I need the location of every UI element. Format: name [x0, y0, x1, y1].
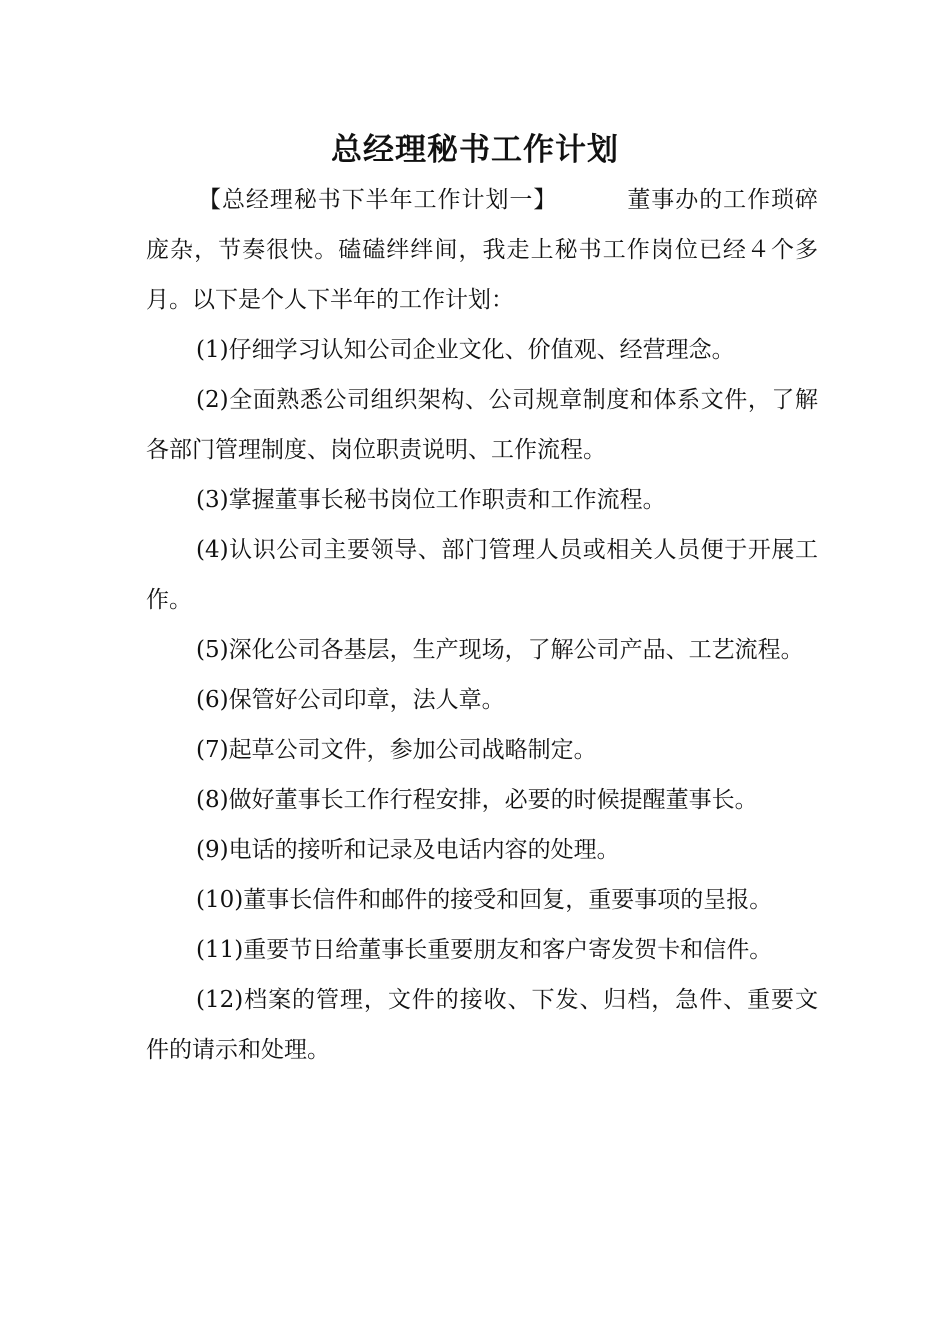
plan-item-6: (6)保管好公司印章，法人章。 — [196, 687, 505, 713]
section-heading: 【总经理秘书下半年工作计划一】 — [198, 187, 558, 213]
plan-item-10: (10)董事长信件和邮件的接受和回复，重要事项的呈报。 — [196, 887, 773, 913]
plan-item-12: (12)档案的管理，文件的接收、下发、归档，急件、重要文件的请示和处理。 — [146, 987, 818, 1063]
intro-text: 董事办的工作琐碎庞杂，节奏很快。磕磕绊绊间，我走上秘书工作岗位已经４个多月。以下是个人下半年的工作计划： — [146, 187, 819, 313]
intro-paragraph — [146, 175, 818, 325]
document-body — [146, 175, 818, 1075]
document-title: 总经理秘书工作计划 — [331, 132, 619, 168]
plan-item-8: (8)做好董事长工作行程安排，必要的时候提醒董事长。 — [196, 787, 758, 813]
plan-item-11: (11)重要节日给董事长重要朋友和客户寄发贺卡和信件。 — [196, 937, 773, 963]
plan-item-3: (3)掌握董事长秘书岗位工作职责和工作流程。 — [196, 487, 666, 513]
plan-item-2: (2)全面熟悉公司组织架构、公司规章制度和体系文件，了解各部门管理制度、岗位职责说明、工作流程。 — [146, 387, 818, 463]
plan-item-5: (5)深化公司各基层，生产现场，了解公司产品、工艺流程。 — [196, 637, 804, 663]
plan-item-7: (7)起草公司文件，参加公司战略制定。 — [196, 737, 597, 763]
plan-item-9: (9)电话的接听和记录及电话内容的处理。 — [196, 837, 620, 863]
plan-item-4: (4)认识公司主要领导、部门管理人员或相关人员便于开展工作。 — [146, 537, 818, 613]
plan-item-1: (1)仔细学习认知公司企业文化、价值观、经营理念。 — [196, 337, 735, 363]
